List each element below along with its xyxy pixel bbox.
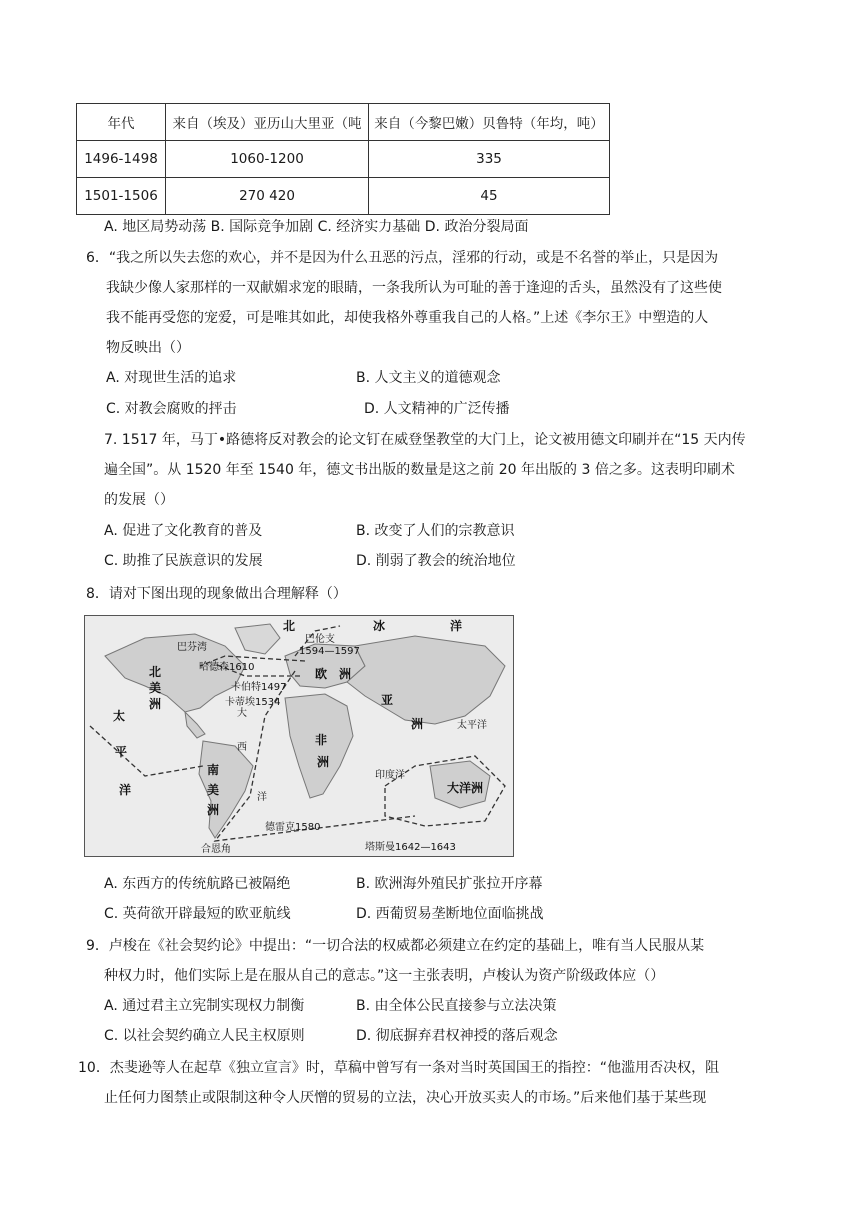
map-label-cabot: 卡伯特1497 [231, 682, 287, 693]
map-label-cartier: 卡蒂埃1534 [225, 697, 281, 708]
q6-option-b: B. 人文主义的道德观念 [356, 370, 501, 386]
map-label-tasman: 塔斯曼1642—1643 [365, 842, 456, 853]
map-label-atlantic: 大 [237, 708, 247, 719]
map-label-europe: 洲 [339, 667, 352, 681]
q7-option-a: A. 促进了文化教育的普及 [104, 523, 263, 539]
table-row [77, 178, 610, 215]
table-cell: 335 [369, 141, 610, 178]
q8-option-b: B. 欧洲海外殖民扩张拉开序幕 [356, 876, 543, 892]
map-label-samerica: 美 [207, 783, 220, 797]
q9-stem-line: 种权力时，他们实际上是在服从自己的意志。”这一主张表明，卢梭认为资产阶级政体应（） [104, 968, 665, 984]
q5-options: A. 地区局势动荡 B. 国际竞争加剧 C. 经济实力基础 D. 政治分裂局面 [104, 219, 529, 235]
table-header-cell: 来自（埃及）亚历山大里亚（吨 [166, 104, 369, 141]
q8-option-a: A. 东西方的传统航路已被隔绝 [104, 876, 291, 892]
q9-stem-line: 9．卢梭在《社会契约论》中提出：“一切合法的权威都必须建立在约定的基础上，唯有当人民服从某 [86, 938, 705, 954]
q7-stem-line: 7. 1517 年，马丁•路德将反对教会的论文钉在威登堡教堂的大门上，论文被用德文印刷并在“15 天内传 [104, 432, 746, 448]
map-label-barents-years: 1594—1597 [299, 646, 360, 657]
map-label-indian: 印度洋 [375, 770, 405, 781]
map-label-ocean-top: 洋 [450, 619, 463, 633]
data-table [76, 103, 610, 215]
q7-option-d: D. 削弱了教会的统治地位 [356, 553, 516, 569]
map-label-samerica: 南 [207, 763, 220, 777]
q10-stem-line: 10．杰斐逊等人在起草《独立宣言》时，草稿中曾写有一条对当时英国国王的指控：“他滥用否决权，阻 [78, 1060, 720, 1076]
table-cell: 270 420 [166, 178, 369, 215]
q8-option-d: D. 西葡贸易垄断地位面临挑战 [356, 906, 544, 922]
map-label-pacific-left: 洋 [119, 783, 132, 797]
table-cell: 45 [369, 178, 610, 215]
map-label-baffin: 巴芬湾 [177, 642, 207, 653]
table-header-row [77, 104, 610, 141]
q6-option-c: C. 对教会腐败的抨击 [106, 401, 237, 417]
q10-stem-line: 止任何力图禁止或限制这种令人厌憎的贸易的立法，决心开放买卖人的市场。”后来他们基于某些现 [104, 1090, 707, 1106]
map-label-africa: 洲 [317, 755, 330, 769]
map-label-pacific-right: 太平洋 [457, 720, 487, 731]
q6-stem-line: 我不能再受您的宠爱，可是唯其如此，却使我格外尊重我自己的人格。”上述《李尔王》中塑造的人 [106, 310, 709, 326]
map-label-namerica: 美 [149, 681, 162, 695]
q8-stem: 8．请对下图出现的现象做出合理解释（） [86, 586, 347, 602]
q8-option-c: C. 英荷欲开辟最短的欧亚航线 [104, 906, 291, 922]
map-label-north: 北 [283, 619, 296, 633]
map-label-namerica: 北 [149, 665, 162, 679]
map-label-pacific-left: 太 [113, 709, 126, 723]
table-cell: 1501-1506 [77, 178, 166, 215]
q6-option-a: A. 对现世生活的追求 [106, 370, 237, 386]
map-label-cape-horn: 合恩角 [201, 844, 231, 855]
map-label-oceania: 大洋洲 [447, 781, 484, 795]
map-label-atlantic: 西 [237, 742, 247, 753]
world-map-svg [85, 616, 513, 856]
q9-option-c: C. 以社会契约确立人民主权原则 [104, 1028, 305, 1044]
map-label-africa: 非 [315, 733, 328, 747]
q9-option-a: A. 通过君主立宪制实现权力制衡 [104, 998, 305, 1014]
q6-option-d: D. 人文精神的广泛传播 [364, 401, 510, 417]
map-label-hudson: 哈德森1610 [199, 662, 255, 673]
table-cell: 1496-1498 [77, 141, 166, 178]
map-label-asia: 洲 [411, 717, 424, 731]
map-label-ice: 冰 [373, 619, 386, 633]
q7-option-b: B. 改变了人们的宗教意识 [356, 523, 515, 539]
q7-stem-line: 的发展（） [104, 492, 174, 508]
map-label-samerica: 洲 [207, 803, 220, 817]
map-label-drake: 德雷克1580 [265, 822, 321, 833]
table-header-cell: 年代 [77, 104, 166, 141]
q9-option-b: B. 由全体公民直接参与立法决策 [356, 998, 557, 1014]
map-label-namerica: 洲 [149, 697, 162, 711]
table-header-cell: 来自（今黎巴嫩）贝鲁特（年均，吨） [369, 104, 610, 141]
map-label-atlantic: 洋 [257, 792, 267, 803]
q6-stem-line: 我缺少像人家那样的一双献媚求宠的眼睛，一条我所认为可耻的善于逢迎的舌头，虽然没有了这些使 [106, 280, 722, 296]
q9-option-d: D. 彻底摒弃君权神授的落后观念 [356, 1028, 558, 1044]
table-cell: 1060-1200 [166, 141, 369, 178]
map-label-asia: 亚 [381, 693, 394, 707]
q7-option-c: C. 助推了民族意识的发展 [104, 553, 263, 569]
q7-stem-line: 遍全国”。从 1520 年至 1540 年，德文书出版的数量是这之前 20 年出版的 3 倍之多。这表明印刷术 [104, 462, 735, 478]
map-label-barents: 巴伦支 [305, 634, 335, 645]
map-label-europe: 欧 [315, 667, 328, 681]
q6-stem-line: 物反映出（） [106, 340, 190, 356]
map-label-pacific-left: 平 [115, 745, 128, 759]
table-row [77, 141, 610, 178]
q6-stem-line: 6．“我之所以失去您的欢心，并不是因为什么丑恶的污点，淫邪的行动，或是不名誉的举止，只是因为 [86, 250, 719, 266]
world-map [84, 615, 514, 857]
